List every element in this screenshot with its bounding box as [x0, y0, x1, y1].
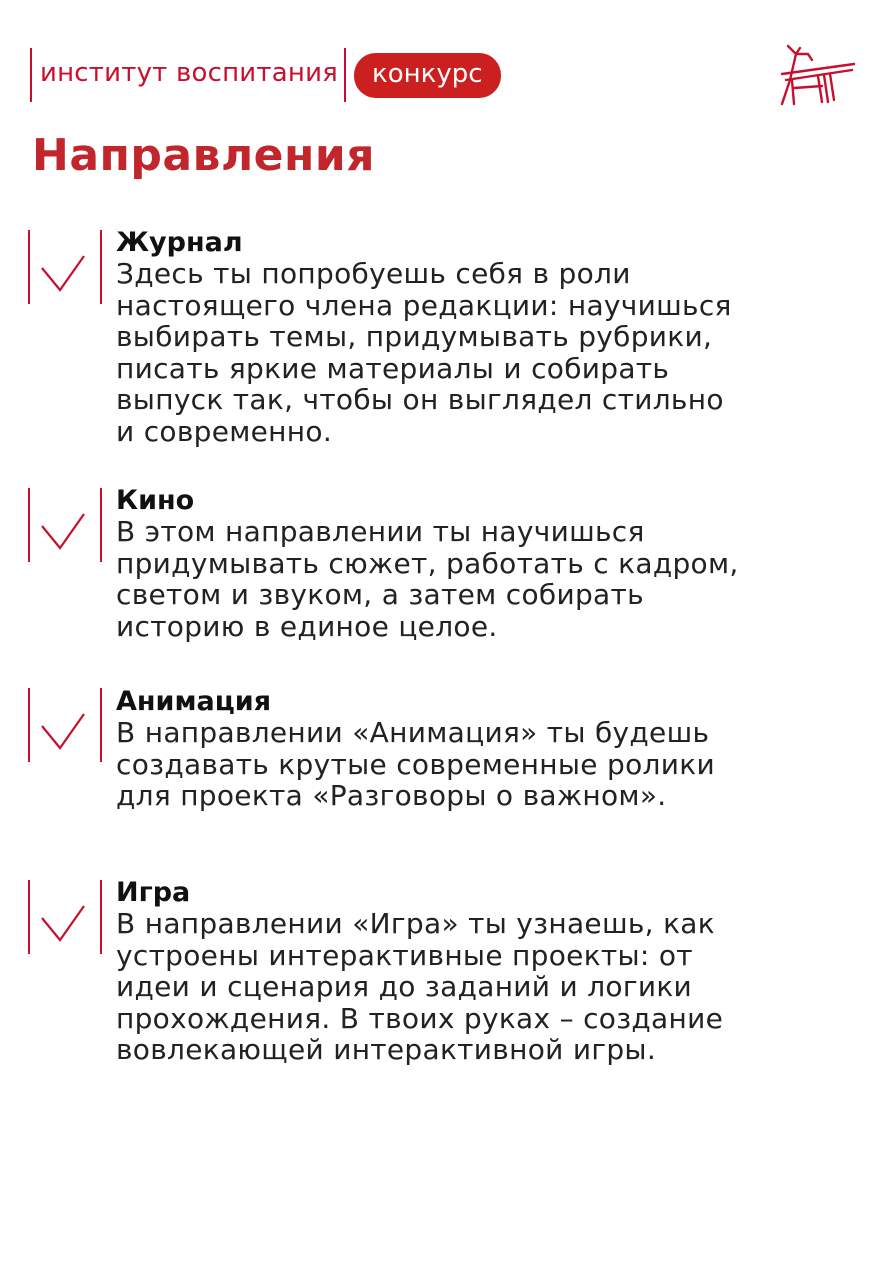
header-divider-right [344, 48, 346, 102]
direction-text [116, 877, 806, 1066]
direction-line-right [100, 488, 102, 562]
checkmark-icon [40, 712, 86, 752]
direction-title: Игра [116, 877, 191, 908]
direction-line-right [100, 880, 102, 954]
header [30, 48, 501, 102]
checkmark-icon [40, 904, 86, 944]
checkmark-icon [40, 254, 86, 294]
direction-description: Здесь ты попробуешь себя в роли настоящего члена редакции: научишься выбирать темы, придумывать рубрики, писать яркие материалы и собирать выпуск так, чтобы он выглядел стильно и современно. [116, 257, 732, 448]
contest-badge: конкурс [354, 53, 501, 98]
direction-line-right [100, 230, 102, 304]
direction-title: Анимация [116, 686, 272, 717]
direction-title: Журнал [116, 227, 243, 258]
direction-description: В направлении «Анимация» ты будешь создавать крутые современные ролики для проекта «Разговоры о важном». [116, 716, 715, 812]
direction-description: В направлении «Игра» ты узнаешь, как устроены интерактивные проекты: от идеи и сценария до заданий и логики прохождения. В твоих руках – создание вовлекающей интерактивной игры. [116, 907, 724, 1066]
direction-line-left [28, 230, 30, 304]
direction-description: В этом направлении ты научишься придумывать сюжет, работать с кадром, светом и звуком, а затем собирать историю в единое целое. [116, 515, 739, 643]
page-title: Направления [32, 130, 375, 181]
direction-line-left [28, 688, 30, 762]
direction-line-right [100, 688, 102, 762]
checkmark-icon [40, 512, 86, 552]
direction-line-left [28, 880, 30, 954]
direction-text [116, 485, 806, 642]
direction-text [116, 686, 806, 812]
org-name: институт воспитания [40, 58, 339, 88]
red-chair-logo-icon [778, 40, 858, 108]
direction-title: Кино [116, 485, 195, 516]
direction-line-left [28, 488, 30, 562]
direction-text [116, 227, 806, 447]
